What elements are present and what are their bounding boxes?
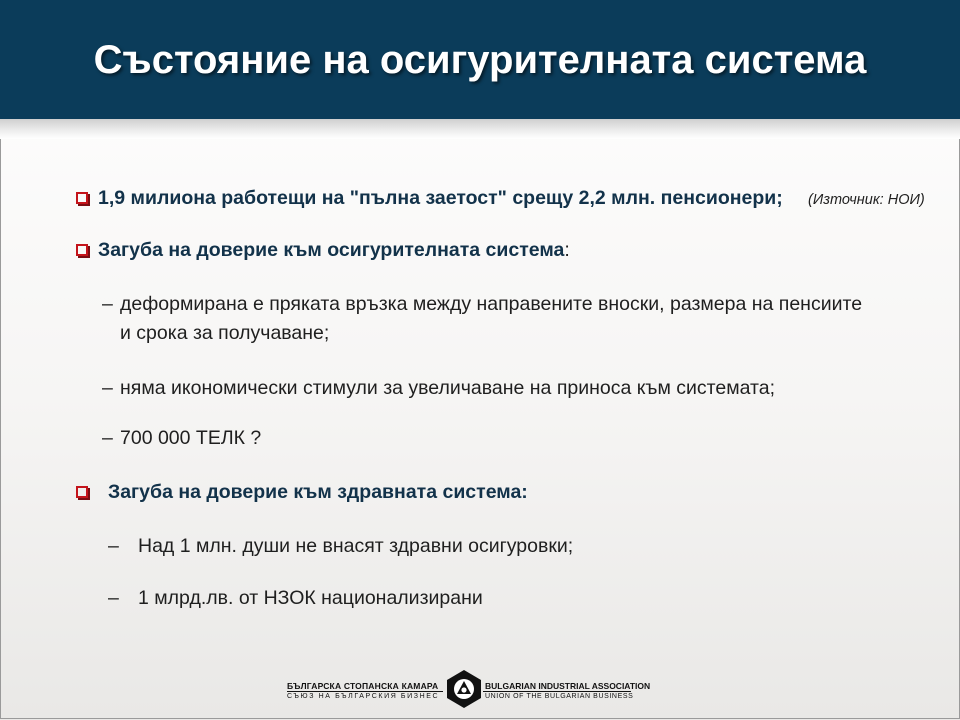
divider: [483, 691, 631, 692]
bullet-text: Загуба на доверие към здравната система:: [108, 481, 528, 503]
bullet-suffix: :: [564, 239, 570, 261]
dash-bullet: –: [102, 293, 113, 315]
sub-item-text: няма икономически стимули за увеличаване на приноса към системата;: [120, 377, 776, 399]
footer-logo-block: [287, 669, 651, 709]
divider: [287, 691, 443, 692]
bullet-text: 1,9 милиона работещи на "пълна заетост" срещу 2,2 млн. пенсионери;: [98, 187, 783, 209]
source-note: (Източник: НОИ): [808, 192, 925, 208]
sub-item-text: 1 млрд.лв. от НЗОК национализирани: [138, 587, 483, 609]
dash-bullet: –: [102, 427, 113, 449]
bullet-item-health-trust: [76, 478, 528, 506]
org-name-bg: БЪЛГАРСКА СТОПАНСКА КАМАРА: [287, 681, 439, 691]
sub-item-nzok: [108, 584, 483, 612]
checkbox-bullet-icon: [76, 486, 88, 498]
sub-item-text: 700 000 ТЕЛК ?: [120, 427, 262, 449]
sub-item-telk: [102, 424, 261, 452]
org-name-en: BULGARIAN INDUSTRIAL ASSOCIATION: [485, 681, 651, 691]
bullet-item-insurance-trust: [76, 236, 570, 264]
dash-bullet: –: [108, 587, 119, 609]
sub-item-text: деформирана е пряката връзка между направените вноски, размера на пенсиите: [120, 293, 863, 315]
sub-item-text: и срока за получаване;: [120, 322, 330, 344]
checkbox-bullet-icon: [76, 192, 88, 204]
sub-item-health-insurance: [108, 532, 573, 560]
bullet-text: Загуба на доверие към осигурителната система: [98, 239, 565, 261]
org-subtitle-bg: СЪЮЗ НА БЪЛГАРСКИЯ БИЗНЕС: [287, 693, 440, 700]
dash-bullet: –: [102, 377, 113, 399]
checkbox-bullet-icon: [76, 244, 88, 256]
bia-logo-icon: [445, 669, 483, 709]
sub-item-contributions: [102, 290, 862, 318]
sub-item-contributions-cont: [120, 319, 329, 347]
dash-bullet: –: [108, 535, 119, 557]
sub-item-incentives: [102, 374, 775, 402]
org-subtitle-en: UNION OF THE BULGARIAN BUSINESS: [485, 693, 634, 700]
bullet-item-workers: [76, 184, 783, 212]
page-title: Състояние на осигурителната система: [93, 38, 867, 82]
sub-item-text: Над 1 млн. души не внасят здравни осигуровки;: [138, 535, 574, 557]
title-bar-shadow: [0, 119, 960, 139]
